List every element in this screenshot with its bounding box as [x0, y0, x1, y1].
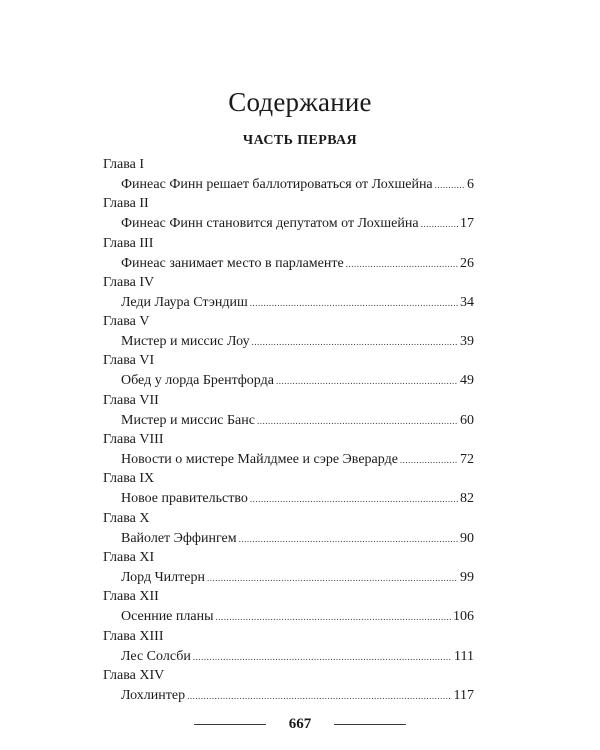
toc-entry[interactable] [103, 412, 474, 430]
toc-entry[interactable] [103, 530, 474, 548]
dot-leader [276, 372, 458, 390]
dot-leader [207, 569, 458, 587]
chapter-label: Глава II [103, 196, 149, 212]
chapter-label: Глава VII [103, 392, 159, 408]
chapter-title: Лорд Чилтерн [121, 569, 205, 585]
chapter-page-number: 34 [460, 294, 474, 310]
dot-leader [239, 530, 458, 548]
toc-entry[interactable] [103, 294, 474, 312]
chapter-label: Глава IX [103, 471, 155, 487]
footer-rule-right [334, 724, 406, 725]
toc-entry[interactable] [103, 648, 474, 666]
chapter-title: Мистер и миссис Банс [121, 412, 255, 428]
toc-chapter [103, 667, 474, 706]
chapter-page-number: 60 [460, 412, 474, 428]
chapter-label: Глава X [103, 510, 150, 526]
chapter-page-number: 82 [460, 491, 474, 507]
chapter-label: Глава V [103, 314, 150, 330]
chapter-title: Новое правительство [121, 491, 248, 507]
toc-entry[interactable] [103, 687, 474, 705]
dot-leader [400, 451, 458, 469]
toc-entry[interactable] [103, 569, 474, 587]
toc-entry[interactable] [103, 372, 474, 390]
chapter-page-number: 99 [460, 569, 474, 585]
chapter-title: Осенние планы [121, 609, 214, 625]
toc-entry[interactable] [103, 176, 474, 194]
dot-leader [435, 176, 465, 194]
chapter-page-number: 72 [460, 452, 474, 468]
dot-leader [187, 687, 451, 705]
dot-leader [252, 333, 458, 351]
page-number: 667 [288, 716, 312, 732]
dot-leader [193, 648, 452, 666]
chapter-title: Лес Солсби [121, 648, 191, 664]
toc-chapter [103, 352, 474, 391]
toc-chapter [103, 549, 474, 588]
toc-entry[interactable] [103, 255, 474, 273]
footer-rule-left [194, 724, 266, 725]
toc-chapter [103, 470, 474, 509]
chapter-page-number: 117 [453, 687, 474, 703]
toc-chapter [103, 588, 474, 627]
toc-chapter [103, 235, 474, 274]
dot-leader [421, 215, 458, 233]
chapter-page-number: 6 [467, 177, 474, 192]
chapter-title: Вайолет Эффингем [121, 530, 237, 546]
chapter-page-number: 106 [453, 609, 474, 625]
chapter-page-number: 17 [460, 216, 474, 232]
chapter-page-number: 111 [454, 648, 474, 664]
chapter-title: Леди Лаура Стэндиш [121, 294, 248, 310]
chapter-label: Глава IV [103, 274, 155, 290]
chapter-label: Глава XI [103, 549, 155, 565]
chapter-page-number: 39 [460, 334, 474, 350]
chapter-label: Глава XII [103, 589, 159, 605]
toc-chapter [103, 510, 474, 549]
chapter-label: Глава VIII [103, 432, 164, 448]
toc-chapter [103, 628, 474, 667]
toc-chapter [103, 274, 474, 313]
chapter-page-number: 49 [460, 373, 474, 389]
toc-chapter [103, 392, 474, 431]
toc-chapter [103, 313, 474, 352]
toc-entry[interactable] [103, 451, 474, 469]
toc-entry[interactable] [103, 333, 474, 351]
page-title: Содержание [228, 87, 372, 117]
table-of-contents [103, 156, 474, 706]
dot-leader [216, 608, 452, 626]
chapter-title: Мистер и миссис Лоу [121, 334, 250, 350]
chapter-title: Финеас занимает место в парламенте [121, 255, 344, 271]
chapter-title: Обед у лорда Брентфорда [121, 373, 274, 389]
dot-leader [250, 490, 458, 508]
toc-chapter [103, 431, 474, 470]
chapter-page-number: 90 [460, 530, 474, 546]
chapter-title: Лохлинтер [121, 687, 186, 703]
chapter-label: Глава I [103, 157, 145, 172]
chapter-label: Глава XIII [103, 628, 164, 644]
part-heading: ЧАСТЬ ПЕРВАЯ [242, 133, 358, 148]
dot-leader [257, 412, 458, 430]
page-footer [0, 712, 600, 736]
toc-chapter [103, 156, 474, 195]
toc-entry[interactable] [103, 490, 474, 508]
chapter-label: Глава III [103, 235, 154, 251]
dot-leader [346, 255, 458, 273]
chapter-title: Новости о мистере Майлдмее и сэре Эверарде [121, 452, 398, 468]
chapter-label: Глава VI [103, 353, 155, 369]
chapter-label: Глава XIV [103, 667, 165, 683]
dot-leader [250, 294, 458, 312]
toc-chapter [103, 195, 474, 234]
toc-entry[interactable] [103, 608, 474, 626]
chapter-title: Финеас Финн становится депутатом от Лохшейна [121, 216, 419, 232]
chapter-page-number: 26 [460, 255, 474, 271]
chapter-title: Финеас Финн решает баллотироваться от Лохшейна [121, 177, 433, 192]
toc-entry[interactable] [103, 215, 474, 233]
